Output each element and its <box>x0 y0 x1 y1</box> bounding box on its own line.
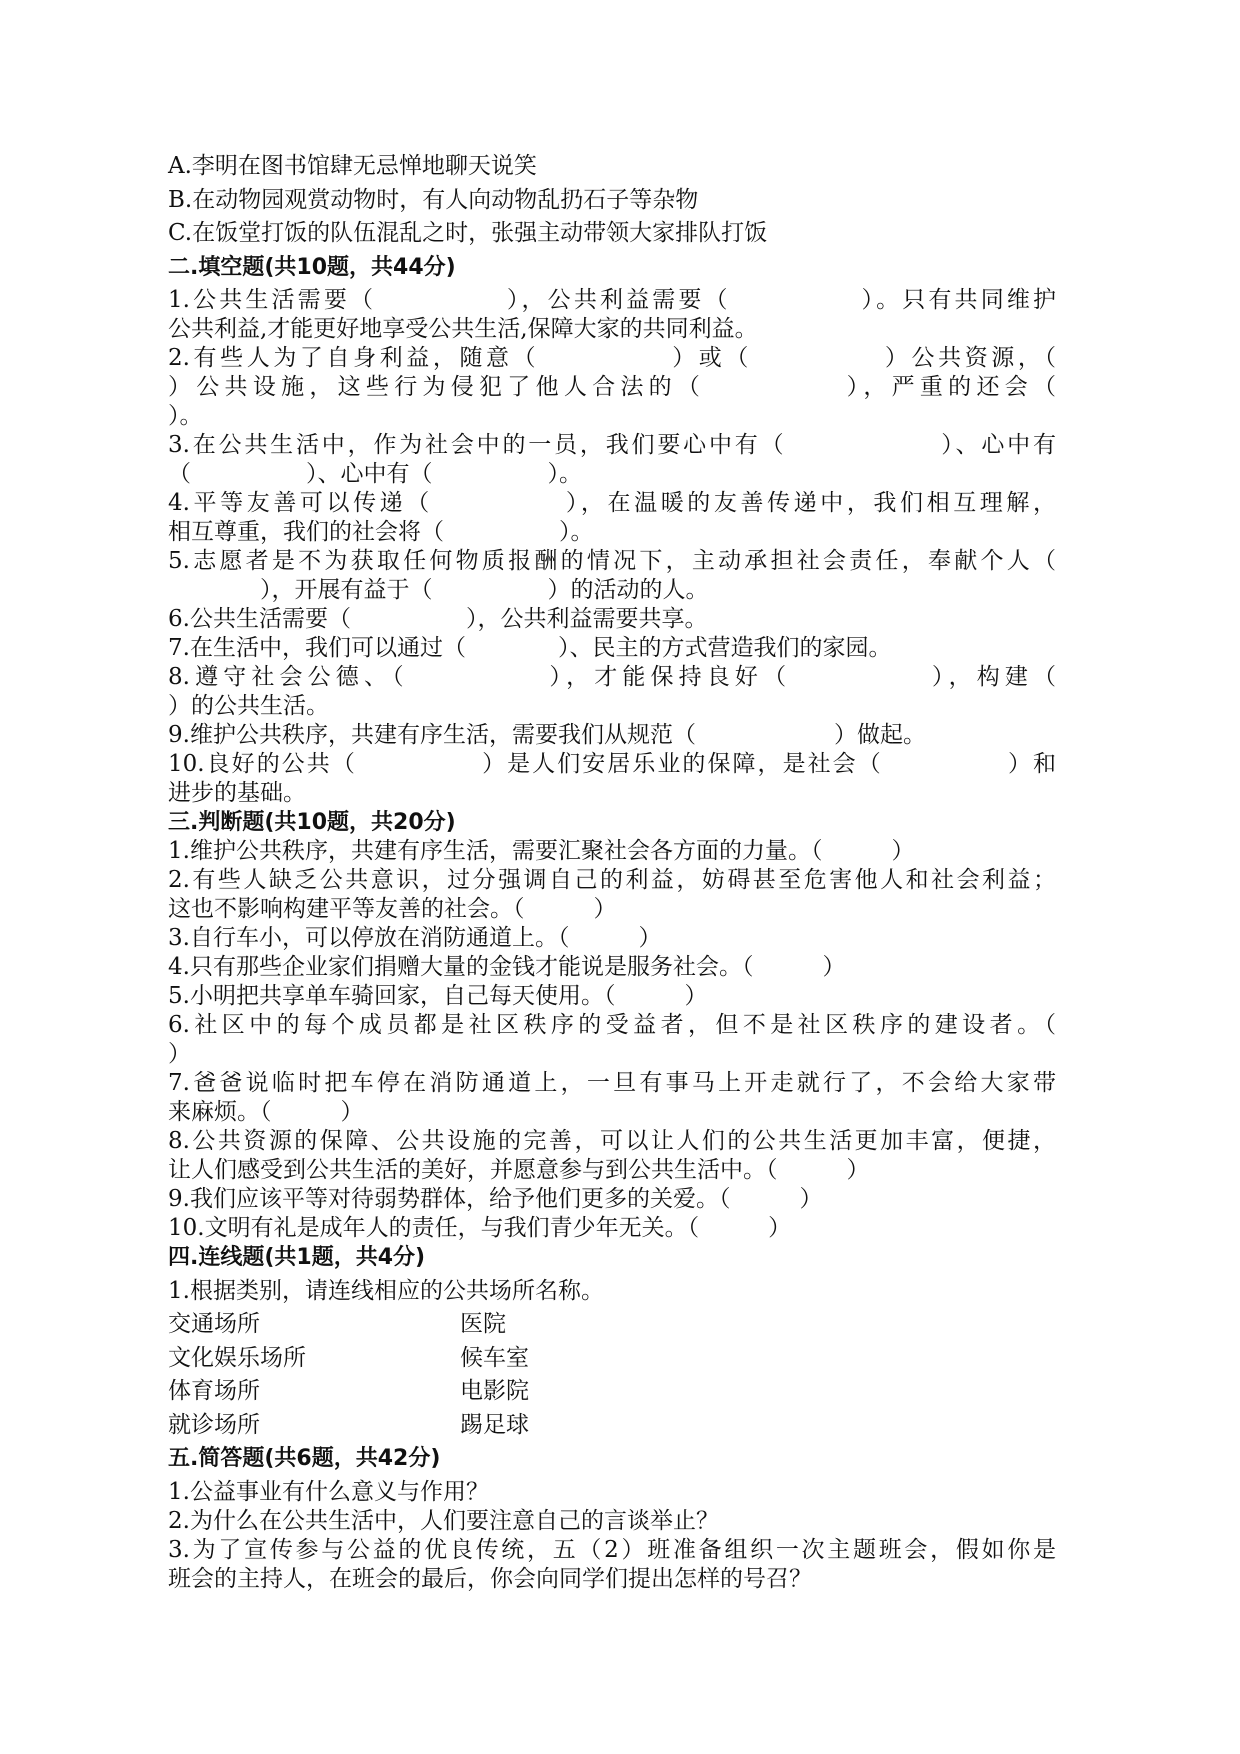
question-line: 10.文明有礼是成年人的责任，与我们青少年无关。（ ） <box>168 1215 792 1241</box>
question-line: 5.志愿者是不为获取任何物质报酬的情况下，主动承担社会责任，奉献个人（ <box>168 548 1056 574</box>
fill-question-10 <box>168 750 1056 808</box>
question-line: 这也不影响构建平等友善的社会。（ ） <box>168 896 617 922</box>
question-line: 10.良好的公共（ ）是人们安居乐业的保障，是社会（ ）和 <box>168 751 1056 777</box>
fill-question-6 <box>168 605 1056 634</box>
matching-prompt: 1.根据类别，请连线相应的公共场所名称。 <box>168 1277 604 1304</box>
question-line: 进步的基础。 <box>168 780 306 806</box>
question-line: 班会的主持人，在班会的最后，你会向同学们提出怎样的号召？ <box>168 1565 812 1592</box>
question-line: 8.遵守社会公德、（ ），才能保持良好（ ），构建（ <box>168 664 1056 690</box>
question-line: 9.维护公共秩序，共建有序生活，需要我们从规范（ ）做起。 <box>168 722 926 748</box>
question-line: 1.公共生活需要（ ），公共利益需要（ ）。只有共同维护 <box>168 287 1056 313</box>
question-line: 2.有些人为了自身利益，随意（ ）或（ ）公共资源，（ <box>168 345 1056 371</box>
section-heading-fill-blank: 二.填空题(共10题，共44分) <box>168 254 456 280</box>
tf-question-3 <box>168 924 1056 953</box>
question-line: 来麻烦。（ ） <box>168 1099 364 1125</box>
fill-question-1 <box>168 286 1056 344</box>
option-b: B.在动物园观赏动物时，有人向动物乱扔石子等杂物 <box>168 186 699 213</box>
question-line: 3.在公共生活中，作为社会中的一员，我们要心中有（ ）、心中有 <box>168 432 1056 458</box>
question-line: 2.为什么在公共生活中，人们要注意自己的言谈举止？ <box>168 1507 719 1534</box>
tf-question-10 <box>168 1214 1056 1243</box>
question-line: 5.小明把共享单车骑回家，自己每天使用。（ ） <box>168 983 708 1009</box>
question-line: 2.有些人缺乏公共意识，过分强调自己的利益，妨碍甚至危害他人和社会利益； <box>168 867 1056 893</box>
tf-question-2 <box>168 866 1056 924</box>
question-line: ）公共设施，这些行为侵犯了他人合法的（ ），严重的还会（ <box>168 374 1056 400</box>
tf-question-1 <box>168 837 1056 866</box>
match-right-item: 候车室 <box>460 1344 529 1371</box>
match-left-item: 交通场所 <box>168 1311 260 1337</box>
fill-question-4 <box>168 489 1056 547</box>
section-heading-true-false: 三.判断题(共10题，共20分) <box>168 810 456 835</box>
fill-question-2 <box>168 344 1056 431</box>
page-content <box>168 152 1056 1594</box>
match-row <box>168 1310 1056 1339</box>
match-row <box>168 1411 1056 1440</box>
match-left-item: 就诊场所 <box>168 1411 260 1438</box>
section-heading-matching: 四.连线题(共1题，共4分) <box>168 1245 426 1270</box>
short-question-2 <box>168 1507 1056 1536</box>
tf-question-5 <box>168 982 1056 1011</box>
match-left-item: 文化娱乐场所 <box>168 1344 306 1371</box>
question-line: 7.爸爸说临时把车停在消防通道上，一旦有事马上开走就行了，不会给大家带 <box>168 1070 1056 1096</box>
option-c: C.在饭堂打饭的队伍混乱之时，张强主动带领大家排队打饭 <box>168 220 768 246</box>
match-left-item: 体育场所 <box>168 1378 260 1404</box>
question-line: 3.为了宣传参与公益的优良传统，五（2）班准备组织一次主题班会，假如你是 <box>168 1536 1056 1563</box>
section-heading-short-answer: 五.简答题(共6题，共42分) <box>168 1446 441 1471</box>
tf-question-8 <box>168 1127 1056 1185</box>
match-row <box>168 1377 1056 1406</box>
fill-question-8 <box>168 663 1056 721</box>
question-line: 公共利益,才能更好地享受公共生活,保障大家的共同利益。 <box>168 316 758 342</box>
tf-question-7 <box>168 1069 1056 1127</box>
question-line: （ ）、心中有（ ）。 <box>168 461 582 487</box>
question-line: 相互尊重，我们的社会将（ ）。 <box>168 519 594 545</box>
question-line: 4.只有那些企业家们捐赠大量的金钱才能说是服务社会。（ ） <box>168 954 846 980</box>
question-line: ）。 <box>168 403 203 429</box>
fill-question-9 <box>168 721 1056 750</box>
question-line: ）的公共生活。 <box>168 693 329 719</box>
option-a: A.李明在图书馆肆无忌惮地聊天说笑 <box>168 153 537 179</box>
question-line: ），开展有益于（ ）的活动的人。 <box>168 577 709 603</box>
question-line: 7.在生活中，我们可以通过（ ）、民主的方式营造我们的家园。 <box>168 635 892 661</box>
match-row <box>168 1344 1056 1373</box>
question-line: 4.平等友善可以传递（ ），在温暖的友善传递中，我们相互理解， <box>168 490 1056 516</box>
question-line: 8.公共资源的保障、公共设施的完善，可以让人们的公共生活更加丰富，便捷， <box>168 1128 1056 1154</box>
question-line: 6.公共生活需要（ ），公共利益需要共享。 <box>168 606 708 632</box>
tf-question-6 <box>168 1011 1056 1069</box>
match-right-item: 踢足球 <box>460 1411 529 1438</box>
question-line: 1.维护公共秩序，共建有序生活，需要汇聚社会各方面的力量。（ ） <box>168 838 915 864</box>
match-right-item: 电影院 <box>460 1378 529 1404</box>
question-line: 6.社区中的每个成员都是社区秩序的受益者，但不是社区秩序的建设者。（ <box>168 1012 1056 1038</box>
short-question-3 <box>168 1536 1056 1594</box>
tf-question-9 <box>168 1185 1056 1214</box>
fill-question-3 <box>168 431 1056 489</box>
question-line: 9.我们应该平等对待弱势群体，给予他们更多的关爱。（ ） <box>168 1186 823 1212</box>
question-line: 3.自行车小，可以停放在消防通道上。（ ） <box>168 925 662 951</box>
match-right-item: 医院 <box>460 1311 506 1337</box>
question-line: ） <box>168 1041 191 1067</box>
fill-question-7 <box>168 634 1056 663</box>
short-question-1 <box>168 1478 1056 1507</box>
tf-question-4 <box>168 953 1056 982</box>
question-line: 让人们感受到公共生活的美好，并愿意参与到公共生活中。（ ） <box>168 1157 870 1183</box>
question-line: 1.公益事业有什么意义与作用？ <box>168 1478 489 1505</box>
fill-question-5 <box>168 547 1056 605</box>
